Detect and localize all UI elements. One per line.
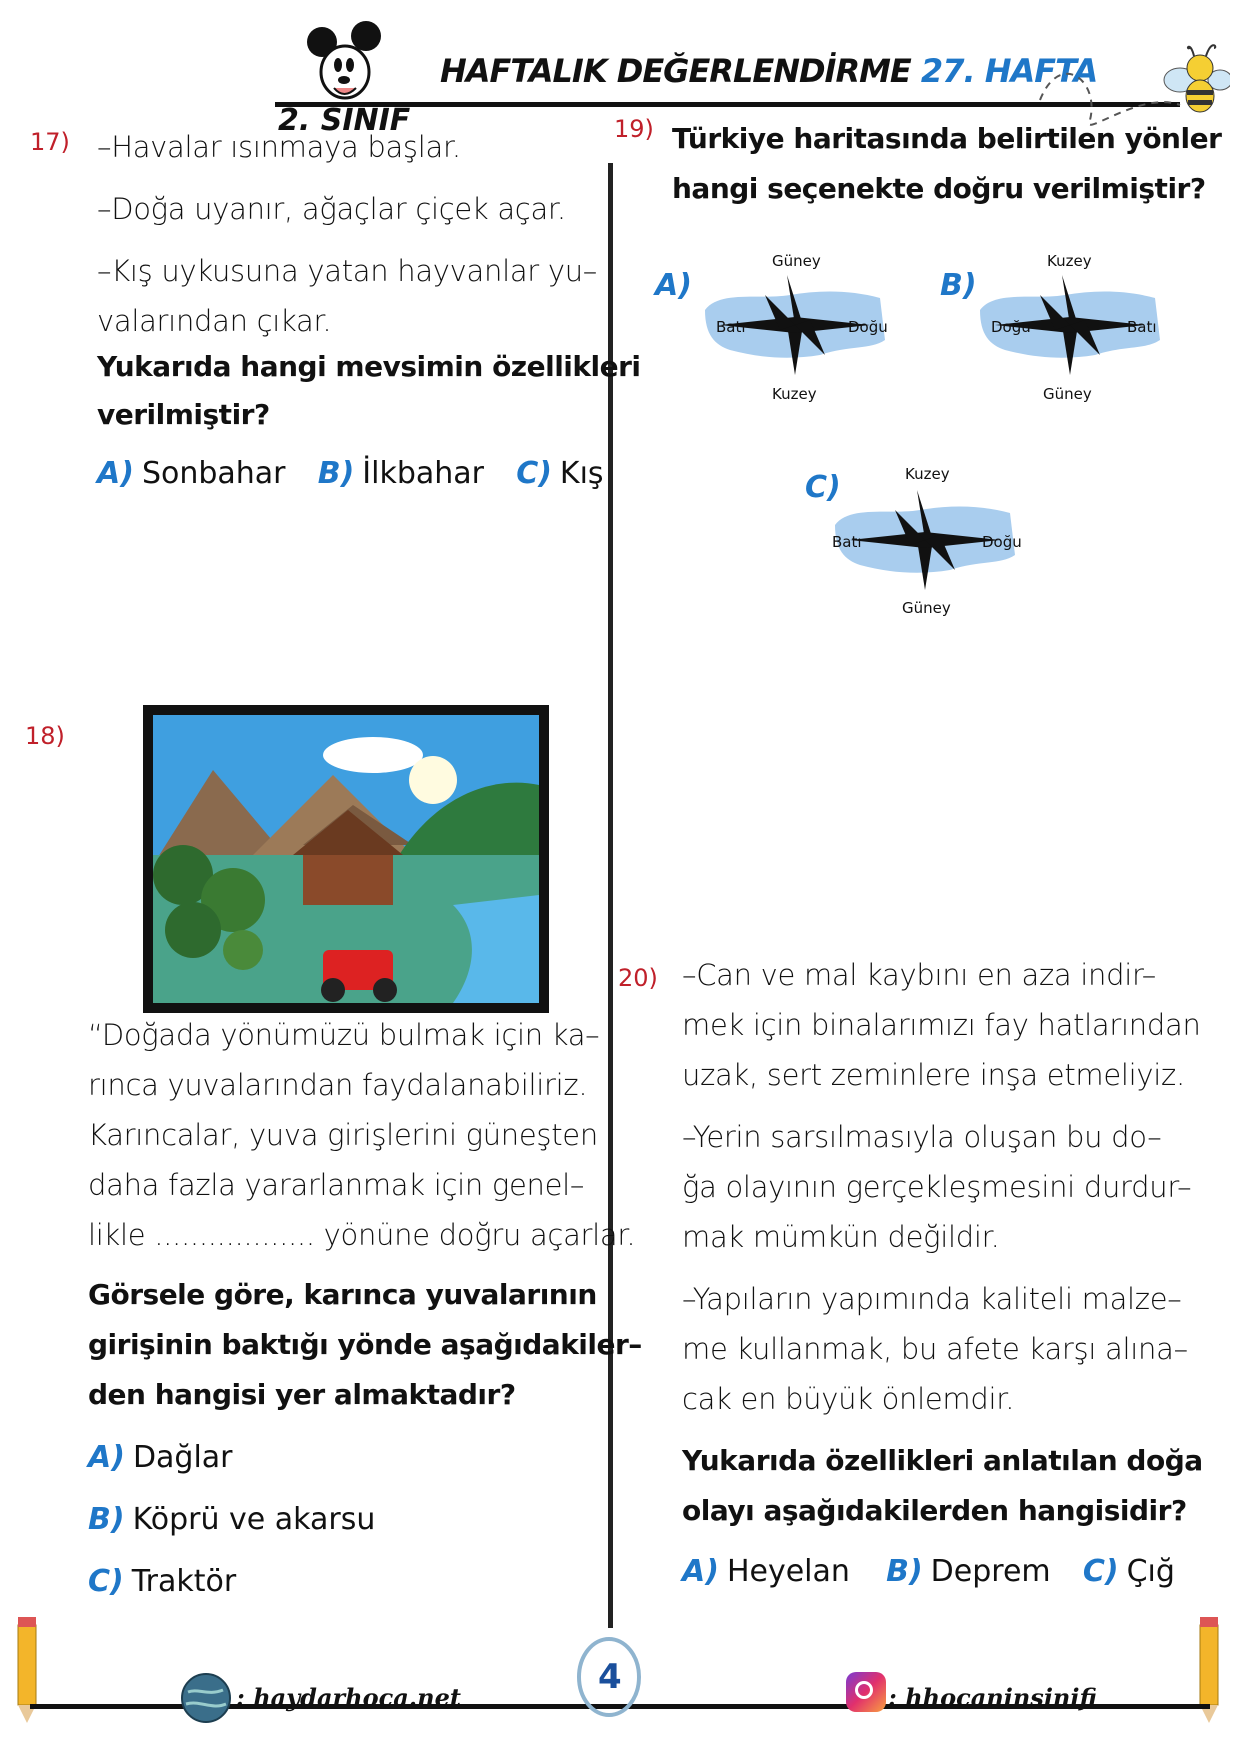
statement: –Havalar ısınmaya başlar. [97, 130, 461, 164]
question-text: verilmiştir? [97, 398, 270, 431]
globe-icon [178, 1670, 234, 1726]
question-20 [682, 958, 1203, 1589]
question-text: den hangisi yer almaktadır? [88, 1378, 516, 1411]
statement: me kullanmak, bu afete karşı alına– [682, 1332, 1188, 1366]
question-text: Görsele göre, karınca yuvalarının [88, 1278, 597, 1311]
option-a[interactable] [682, 1554, 850, 1589]
compass-right: Doğu [848, 318, 888, 336]
question-number: 19) [614, 115, 654, 143]
page-number: 4 [598, 1657, 622, 1697]
option-letter: C) [1082, 1554, 1119, 1589]
option-letter: B) [88, 1502, 125, 1537]
option-c[interactable] [1082, 1554, 1175, 1589]
option-letter: C) [88, 1564, 124, 1599]
compass-bottom: Güney [902, 599, 951, 617]
question-18 [88, 1018, 642, 1599]
statement: –Doğa uyanır, ağaçlar çiçek açar. [97, 192, 566, 226]
question-number: 18) [25, 722, 65, 750]
option-c[interactable] [88, 1564, 642, 1599]
option-b[interactable] [88, 1502, 642, 1564]
option-text: Sonbahar [141, 456, 286, 491]
bee-icon [1030, 20, 1230, 130]
option-text: Köprü ve akarsu [132, 1502, 376, 1537]
mascot-icon [300, 20, 390, 110]
option-c[interactable] [516, 456, 604, 491]
option-text: İlkbahar [362, 456, 484, 491]
question-text: hangi seçenekte doğru verilmiştir? [672, 172, 1206, 205]
statement: likle .................. yönüne doğru açarlar. [88, 1218, 636, 1252]
question-text: olayı aşağıdakilerden hangisidir? [682, 1494, 1187, 1527]
question-text: Yukarıda hangi mevsimin özellikleri [97, 350, 641, 383]
compass-top: Güney [772, 252, 821, 270]
statement: uzak, sert zeminlere inşa etmeliyiz. [682, 1058, 1185, 1092]
statement: ğa olayının gerçekleşmesini durdur– [682, 1170, 1192, 1204]
compass-top: Kuzey [1047, 252, 1092, 270]
instagram-icon [846, 1672, 886, 1712]
compass-right: Doğu [982, 533, 1022, 551]
statement: mek için binalarımızı fay hatlarından [682, 1008, 1201, 1042]
option-text: Çığ [1126, 1554, 1175, 1589]
question-number: 20) [618, 964, 658, 992]
question-19-text [672, 122, 1221, 205]
compass-right: Batı [1127, 318, 1157, 336]
title-text: HAFTALIK DEĞERLENDİRME [440, 52, 911, 90]
option-text: Kış [559, 456, 604, 491]
week-label: 27. HAFTA [920, 52, 1098, 90]
option-letter: A) [88, 1440, 125, 1475]
option-letter: A) [682, 1554, 719, 1589]
statement: rınca yuvalarından faydalanabiliriz. [88, 1068, 588, 1102]
option-text: Dağlar [132, 1440, 233, 1475]
question-number: 17) [30, 128, 70, 156]
compass-left: Doğu [991, 318, 1031, 336]
landscape-image [143, 705, 549, 1013]
option-text: Deprem [930, 1554, 1051, 1589]
option-a[interactable] [88, 1440, 642, 1502]
option-letter: B) [886, 1554, 923, 1589]
option-a-map[interactable] [700, 250, 890, 403]
instagram-handle[interactable]: : hhocaninsinifi [888, 1683, 1097, 1712]
page-number-badge [568, 1635, 650, 1727]
compass-top: Kuzey [905, 465, 950, 483]
option-b-map[interactable] [975, 250, 1165, 403]
question-text: Türkiye haritasında belirtilen yönler [672, 122, 1222, 155]
option-text: Traktör [131, 1564, 237, 1599]
option-b[interactable] [886, 1554, 1051, 1589]
page-title [440, 52, 1097, 90]
question-17 [97, 130, 641, 491]
grade-label: 2. SINIF [278, 103, 411, 138]
statement: daha fazla yararlanmak için genel– [88, 1168, 585, 1202]
option-letter: A) [97, 456, 134, 491]
option-letter: A) [655, 268, 692, 303]
option-letter: C) [516, 456, 552, 491]
statement: cak en büyük önlemdir. [682, 1382, 1015, 1416]
question-text: girişinin baktığı yönde aşağıdakiler– [88, 1328, 642, 1361]
compass-left: Batı [716, 318, 746, 336]
statement: Karıncalar, yuva girişlerini güneşten [88, 1118, 598, 1152]
option-letter: C) [805, 470, 841, 505]
compass-left: Batı [832, 533, 862, 551]
website-link[interactable]: : haydarhoca.net [236, 1683, 461, 1712]
statement: –Kış uykusuna yatan hayvanlar yu– [97, 254, 597, 288]
option-b[interactable] [317, 456, 484, 491]
statement: valarından çıkar. [97, 304, 332, 338]
statement: –Yapıların yapımında kaliteli malze– [682, 1282, 1182, 1316]
options-row [682, 1554, 1203, 1589]
statement: mak mümkün değildir. [682, 1220, 1000, 1254]
compass-bottom: Kuzey [772, 385, 817, 403]
option-letter: B) [940, 268, 977, 303]
compass-bottom: Güney [1043, 385, 1092, 403]
statement: –Yerin sarsılmasıyla oluşan bu do– [682, 1120, 1162, 1154]
options-row [97, 456, 641, 491]
option-text: Heyelan [726, 1554, 850, 1589]
statement: “Doğada yönümüzü bulmak için ka– [88, 1018, 600, 1052]
option-c-map[interactable] [830, 465, 1020, 615]
option-letter: B) [317, 456, 355, 491]
statement: –Can ve mal kaybını en aza indir– [682, 958, 1156, 992]
question-text: Yukarıda özellikleri anlatılan doğa [682, 1444, 1203, 1477]
option-a[interactable] [97, 456, 286, 491]
